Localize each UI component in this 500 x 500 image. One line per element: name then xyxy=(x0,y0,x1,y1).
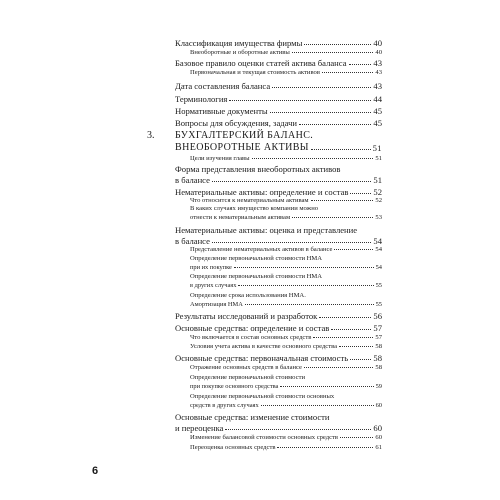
toc-entry[interactable] xyxy=(175,323,382,333)
toc-page: 55 xyxy=(375,282,382,289)
toc-entry[interactable] xyxy=(190,155,382,162)
toc-page: 58 xyxy=(375,364,382,371)
chapter-title[interactable] xyxy=(175,142,382,153)
toc-entry-text: Нормативные документы xyxy=(175,106,268,116)
toc-page: 54 xyxy=(373,236,382,246)
toc-entry[interactable] xyxy=(190,434,382,441)
toc-page: 58 xyxy=(373,353,382,363)
toc-entry-text-cont: Амортизация НМА xyxy=(190,301,243,308)
toc-page: 51 xyxy=(372,143,382,153)
dot-leader xyxy=(311,200,374,201)
toc-entry[interactable] xyxy=(175,423,382,433)
chapter-title-line1: БУХГАЛТЕРСКИЙ БАЛАНС. xyxy=(175,130,314,141)
toc-entry-text: Определение первоначальной стоимости НМА xyxy=(190,255,323,262)
dot-leader xyxy=(238,285,373,286)
toc-entry[interactable] xyxy=(175,81,382,91)
toc-page: 43 xyxy=(375,69,382,76)
toc-entry-text: Определение первоначальной стоимости основных xyxy=(190,393,335,400)
toc-entry[interactable] xyxy=(190,197,382,204)
dot-leader xyxy=(349,64,372,65)
toc-entry-text: Нематериальные активы: определение и состав xyxy=(175,187,349,197)
toc-entry-text: Основные средства: первоначальная стоимость xyxy=(175,353,349,363)
toc-page: 53 xyxy=(375,214,382,221)
toc-entry-text: Вопросы для обсуждения, задачи xyxy=(175,118,298,128)
dot-leader xyxy=(277,447,373,448)
dot-leader xyxy=(245,304,374,305)
toc-entry[interactable] xyxy=(190,444,382,451)
dot-leader xyxy=(292,52,374,53)
toc-page: 40 xyxy=(375,49,382,56)
dot-leader xyxy=(311,149,371,150)
toc-page: 44 xyxy=(373,94,382,104)
toc-entry-text-cont: в других случаях xyxy=(190,282,237,289)
dot-leader xyxy=(319,317,371,318)
dot-leader xyxy=(252,158,374,159)
toc-entry[interactable] xyxy=(175,118,382,128)
toc-page: 54 xyxy=(375,246,382,253)
toc-entry-text: Форма представления внеоборотных активов xyxy=(175,164,341,174)
dot-leader xyxy=(270,112,372,113)
dot-leader xyxy=(212,181,372,182)
toc-page: 51 xyxy=(375,155,382,162)
toc-entry-text: Цели изучения главы xyxy=(190,155,250,162)
toc-entry-text: Нематериальные активы: оценка и представление xyxy=(175,225,358,235)
dot-leader xyxy=(331,329,371,330)
toc-entry-text-cont: отнести к нематериальным активам xyxy=(190,214,291,221)
toc-entry-text: Первоначальная и текущая стоимость активов xyxy=(190,69,320,76)
toc-entry[interactable] xyxy=(190,69,382,76)
toc-entry[interactable] xyxy=(175,175,382,185)
toc-entry-text-cont: средств в других случаях xyxy=(190,402,259,409)
toc-page: 43 xyxy=(373,58,382,68)
toc-entry-text: Отражение основных средств в балансе xyxy=(190,364,302,371)
toc-entry-text: Основные средства: определение и состав xyxy=(175,323,330,333)
dot-leader xyxy=(299,124,371,125)
toc-entry-text: Что относится к нематериальным активам xyxy=(190,197,309,204)
dot-leader xyxy=(304,44,371,45)
toc-entry-text: Базовое правило оценки статей актива баланса xyxy=(175,58,347,68)
dot-leader xyxy=(272,87,371,88)
chapter-title-line2: ВНЕОБОРОТНЫЕ АКТИВЫ xyxy=(175,142,309,153)
toc-entry-text: Классификация имущества фирмы xyxy=(175,38,303,48)
toc-page: 56 xyxy=(373,311,382,321)
toc-entry-text: Определение срока использования НМА. xyxy=(190,292,306,299)
toc-entry[interactable] xyxy=(190,364,382,371)
dot-leader xyxy=(350,359,371,360)
toc-page: 54 xyxy=(375,264,382,271)
toc-entry[interactable] xyxy=(175,187,382,197)
toc-entry-text: Определение первоначальной стоимости xyxy=(190,374,305,381)
toc-page: 60 xyxy=(373,423,382,433)
toc-page: 58 xyxy=(375,343,382,350)
dot-leader xyxy=(234,267,374,268)
toc-entry-text: Результаты исследований и разработок xyxy=(175,311,318,321)
toc-entry-text-cont: при покупке основного средства xyxy=(190,383,279,390)
dot-leader xyxy=(340,437,373,438)
page-number: 6 xyxy=(92,465,99,477)
toc-page: 57 xyxy=(375,334,382,341)
toc-entry-text: Условия учета актива в качестве основного средства xyxy=(190,343,338,350)
dot-leader xyxy=(280,386,373,387)
toc-entry[interactable] xyxy=(175,58,382,68)
toc-page: 60 xyxy=(375,402,382,409)
chapter-number: 3. xyxy=(147,130,155,141)
toc-entry-text: В каких случаях имущество компании можно xyxy=(190,205,319,212)
toc-entry-text: Что включается в состав основных средств xyxy=(190,334,312,341)
dot-leader xyxy=(261,405,374,406)
toc-entry[interactable] xyxy=(175,94,382,104)
dot-leader xyxy=(350,193,371,194)
dot-leader xyxy=(313,337,373,338)
toc-entry[interactable] xyxy=(190,402,382,409)
toc-page: 52 xyxy=(373,187,382,197)
toc-entry-text: Изменение балансовой стоимости основных средств xyxy=(190,434,339,441)
toc-entry[interactable] xyxy=(190,301,382,308)
toc-entry-text: Терминология xyxy=(175,94,228,104)
toc-page: 61 xyxy=(375,444,382,451)
toc-entry-text-cont: и переоценка xyxy=(175,423,224,433)
toc-entry-text: Дата составления баланса xyxy=(175,81,271,91)
toc-page: 40 xyxy=(373,38,382,48)
toc-entry[interactable] xyxy=(175,106,382,116)
toc-entry-text-cont: в балансе xyxy=(175,236,210,246)
toc-page: 45 xyxy=(373,106,382,116)
dot-leader xyxy=(334,249,373,250)
dot-leader xyxy=(225,429,371,430)
toc-entry-text-cont: в балансе xyxy=(175,175,210,185)
toc-entry-text: Представление нематериальных активов в балансе xyxy=(190,246,333,253)
toc-entry-text: Переоценка основных средств xyxy=(190,444,276,451)
toc-entry[interactable] xyxy=(175,38,382,48)
toc-entry[interactable] xyxy=(190,49,382,56)
toc-entry[interactable] xyxy=(190,282,382,289)
toc-entry[interactable] xyxy=(190,214,382,221)
dot-leader xyxy=(322,72,373,73)
toc-entry[interactable] xyxy=(190,264,382,271)
toc-page: 55 xyxy=(375,301,382,308)
toc-page: 52 xyxy=(375,197,382,204)
toc-entry[interactable] xyxy=(175,236,382,246)
toc-entry-text-cont: при их покупке xyxy=(190,264,232,271)
toc-entry[interactable] xyxy=(175,353,382,363)
toc-entry[interactable] xyxy=(190,343,382,350)
toc-entry[interactable] xyxy=(175,311,382,321)
dot-leader xyxy=(292,217,373,218)
toc-entry[interactable] xyxy=(190,383,382,390)
toc-page: 60 xyxy=(375,434,382,441)
toc-page: 45 xyxy=(373,118,382,128)
dot-leader xyxy=(229,100,371,101)
toc-page: 51 xyxy=(373,175,382,185)
dot-leader xyxy=(339,346,373,347)
toc-page: 59 xyxy=(375,383,382,390)
toc-entry-text: Внеоборотные и оборотные активы xyxy=(190,49,290,56)
toc-page: 43 xyxy=(373,81,382,91)
toc-entry[interactable] xyxy=(190,334,382,341)
dot-leader xyxy=(212,242,372,243)
toc-entry[interactable] xyxy=(190,246,382,253)
toc-page: 57 xyxy=(373,323,382,333)
toc-entry-text: Основные средства: изменение стоимости xyxy=(175,412,330,422)
dot-leader xyxy=(304,367,373,368)
toc-entry-text: Определение первоначальной стоимости НМА xyxy=(190,273,323,280)
